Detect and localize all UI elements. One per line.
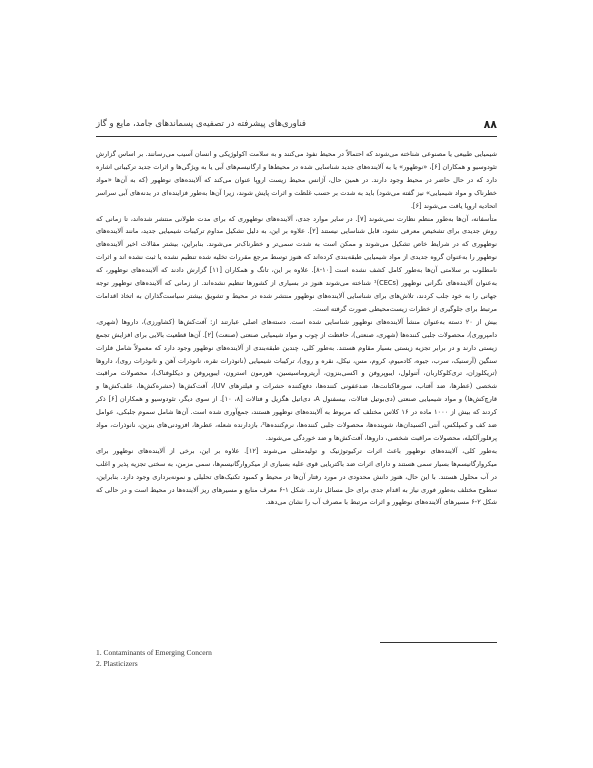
page-number: ۸۸ [483, 118, 497, 131]
running-title: فناوری‌های پیشرفته در تصفیه‌ی پسماندهای جامد، مایع و گاز [96, 119, 306, 129]
paragraph: به‌طور کلی، آلاینده‌های نوظهور باعث اثرات ترکیوتوژنیک و تولیدمثلی می‌شوند [۱۲]. علاوه بر این، برخی از آلاینده‌های نوظهور برای میکروارگانیسم‌ها بسیار سمی هستند و دارای اثرات ضد باکتریایی قوی علیه بسیاری از میکروارگانیسم‌ها، سمی مزمن، به سختی تجزیه پذیر و اغلب در آب محلول هستند. با این حال، هنوز دانش محدودی در مورد رفتار آن‌ها در محیط و کمبود تکنیک‌های تحلیلی و نمونه‌برداری وجود دارد. بنابراین، سطوح مختلف به‌طور فوری نیاز به اقدام جدی برای حل مسائل دارند. شکل ۱-۶ معرف منابع و مسیرهای ریز آلاینده‌ها در محیط است و در حالی که شکل ۲-۶ مسیرهای آلاینده‌های نوظهور و اثرات مرتبط با مصرف آب را نشان می‌دهد. [96, 446, 498, 507]
footnotes [96, 647, 497, 669]
page-header [96, 118, 497, 137]
footnote: 2. Plasticizers [96, 659, 138, 668]
paragraph: شیمیایی طبیعی یا مصنوعی شناخته می‌شوند که احتمالاً در محیط نفوذ می‌کنند و به سلامت اکولوژیکی و انسان آسیب می‌رسانند. بر اساس گزارش تئودوسیو و همکاران [۶]، «نوظهور» یا به آلاینده‌های جدید شناسایی شده در محیط‌ها و ارگانیسم‌های آبی یا به ویژگی‌ها و اثرات جدید ترکیباتی اشاره دارد که در حال حاضر در محیط وجود دارند. در همین حال، آژانس محیط زیست اروپا عنوان می‌کند که آلاینده‌های نوظهور (که به آن‌ها «مواد خطرناک و مواد شیمیایی» نیز گفته می‌شود) باید به شدت بر حسب غلظت و اثرات پایش شوند، زیرا آن‌ها به‌طور فزاینده‌ای در بدنه‌های آبی سراسر اتحادیه اروپا یافت می‌شوند [۶]. [96, 150, 497, 210]
body-text [96, 148, 497, 509]
footnote-divider [380, 642, 497, 643]
paragraph: متأسفانه، آن‌ها به‌طور منظم نظارت نمی‌شوند [۷]. در سایر موارد جدی، آلاینده‌های نوظهوری که برای مدت طولانی منتشر شده‌اند، تا زمانی که روش جدیدی برای تشخیص معرفی نشود، قابل شناسایی نیستند [۲]. علاوه بر این، به دلیل تشکیل مداوم ترکیبات شیمیایی جدید، مانند آلاینده‌های نوظهوری که در شرایط خاص تشکیل می‌شوند و ممکن است به شدت سمی‌تر و خطرناک‌تر می‌شوند. بنابراین، بیشتر مقالات اخیر آلاینده‌های نوظهور را به‌عنوان گروه جدیدی از مواد شیمیایی طبقه‌بندی کرده‌اند که هنوز توسط مرجع مقررات تخلیه شده تنظیم نشده یا ثبت نشده اند و اثرات نامطلوب بر سلامتی آن‌ها به‌طور کامل کشف نشده است [۱۰-۸]. علاوه بر این، تانگ و همکاران [۱۱] گزارش دادند که آلاینده‌های نوظهور، که به‌عنوان آلاینده‌های نگرانی نوظهور (CECs)¹ شناخته می‌شوند هنوز در بسیاری از کشورها تنظیم نشده‌اند. از زمانی که آلاینده‌های نوظهور توجه جهانی را به خود جلب کردند، تلاش‌های برای شناسایی آلاینده‌های نوظهور منتشر شده در محیط و تشویق بیشتر سیاست‌گذاران به اتخاذ اقدامات مرتبط برای جلوگیری از خطرات زیست‌محیطی صورت گرفته است. [96, 214, 497, 313]
footnote: 1. Contaminants of Emerging Concern [96, 648, 212, 657]
paragraph: بیش از ۲۰ دسته به‌عنوان منشأ آلاینده‌های نوظهور شناسایی شده است. دسته‌های اصلی عبارتند از: آفت‌کش‌ها (کشاورزی)، داروها (شهری، دامپروری)، محصولات جلبی کننده‌ها (شهری، صنعتی)، حافظت از چوب و مواد شیمیایی صنعتی (صنعت) [۲]. آن‌ها قطعیت بالایی برای افزایش تجمع زیستی دارند و در برابر تجزیه زیستی بسیار مقاوم هستند. به‌طور کلی، چندین طبقه‌بندی از آلاینده‌های نوظهور وجود دارد که معمولاً شامل فلزات سنگین (آرسنیک، سرب، جیوه، کادمیوم، کروم، مس، نیکل، نقره و روی)، ترکیبات شیمیایی (نانوذرات نقره، نانوذرات آهن و نانوذرات روی)، داروها (تریکلوزان، تری‌کلوکاربان، آتنولول، ایبوپروفن و اکسی‌بنزون، آریتروماسیسین، هورمون استرون، ایبوپروفن و دیکلوفناک)، محصولات مراقبت شخصی (عطرها، ضد آفتاب، سورفاکتانت‌ها، ضدعفونی کننده‌ها، دفع‌کننده حشرات و فیلترهای UV)، آفت‌کش‌ها (حشره‌کش‌ها، علف‌کش‌ها و قارچ‌کش‌ها) و مواد شیمیایی صنعتی (دی‌بوتیل فتالات، بیسفنول A، دی‌اتیل هگزیل و فتالات [۸، ۱۰]. از سوی دیگر، تئودوسیو و همکاران [۶] ذکر کردند که بیش از ۱۰۰۰ ماده در ۱۶ کلاس مختلف که مربوط به آلاینده‌های نوظهور هستند، جمع‌آوری شده است. آن‌ها شامل سموم جلبکی، عوامل ضد کف و کمپلکس، آنتی اکسیدان‌ها، شوینده‌ها، محصولات جلبی کننده‌ها، نرم‌کننده‌ها²، بازدارنده شعله، عطرها، افزودنی‌های بنزین، نانوذرات، مواد پرفلورآلکیله، محصولات مراقبت شخصی، داروها، آفت‌کش‌ها و ضد خوردگی می‌شوند. [96, 317, 498, 442]
